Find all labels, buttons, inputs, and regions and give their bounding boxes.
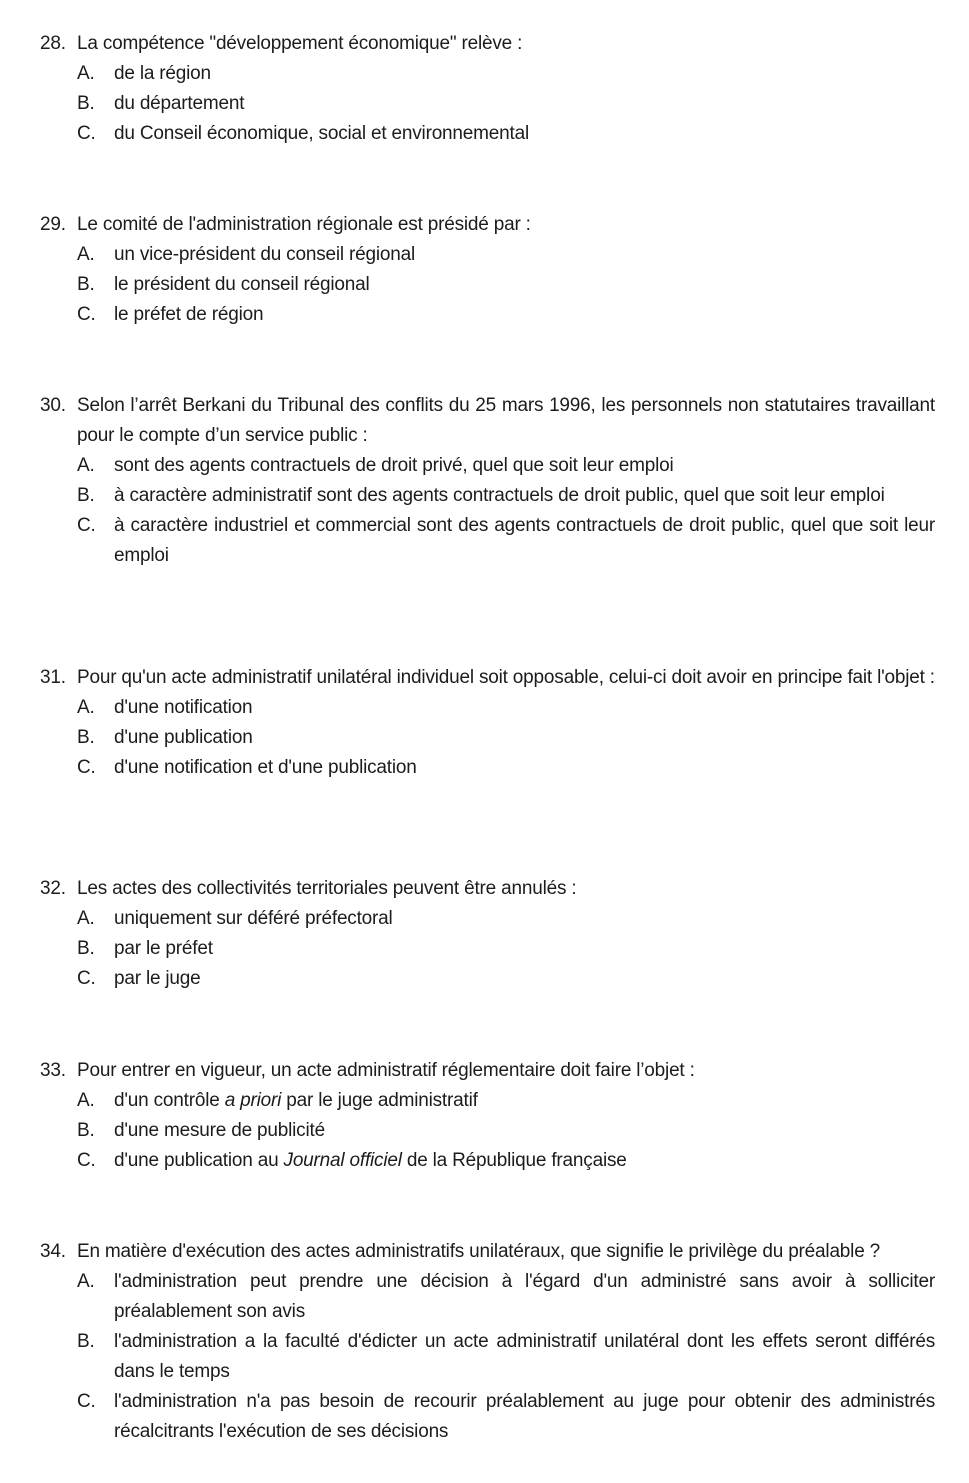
answer-option-a: A. l'administration peut prendre une décision à l'égard d'un administré sans avoir à solliciter préalablement son avis <box>77 1271 935 1322</box>
answer-option-a: A. d'un contrôle a priori par le juge administratif <box>77 1090 478 1111</box>
question-number: 31. <box>40 667 66 688</box>
question-number: 29. <box>40 214 66 235</box>
answer-option-a: A. sont des agents contractuels de droit privé, quel que soit leur emploi <box>77 455 674 476</box>
answer-option-c: C. d'une publication au Journal officiel de la République française <box>77 1150 627 1171</box>
answer-option-a: A. un vice-président du conseil régional <box>77 244 416 265</box>
question-stem: 34. En matière d'exécution des actes administratifs unilatéraux, que signifie le privilège du préalable ? <box>40 1237 935 1267</box>
question-30 <box>40 391 935 571</box>
question-stem: 31. Pour qu'un acte administratif unilatéral individuel soit opposable, celui-ci doit avoir en principe fait l'objet : <box>40 663 935 693</box>
answer-option-b: B. d'une publication <box>77 727 253 748</box>
question-stem: 32. Les actes des collectivités territoriales peuvent être annulés : <box>40 874 935 904</box>
question-31 <box>40 663 935 783</box>
answer-option-b: B. par le préfet <box>77 938 213 959</box>
answer-option-b: B. l'administration a la faculté d'édicter un acte administratif unilatéral dont les effets seront différés dans le temps <box>77 1331 935 1382</box>
answer-option-c: C. le préfet de région <box>77 304 264 325</box>
question-stem: 28. La compétence "développement économique" relève : <box>40 29 935 59</box>
question-number: 33. <box>40 1060 66 1081</box>
answer-option-a: A. de la région <box>77 63 211 84</box>
question-number: 28. <box>40 33 66 54</box>
answer-option-c: C. d'une notification et d'une publication <box>77 757 417 778</box>
question-32 <box>40 874 935 994</box>
answer-option-b: B. à caractère administratif sont des agents contractuels de droit public, quel que soit leur emploi <box>77 485 885 506</box>
question-33 <box>40 1056 935 1176</box>
answer-option-c: C. l'administration n'a pas besoin de recourir préalablement au juge pour obtenir des administrés récalcitrants l'exécution de ses décisions <box>77 1391 935 1442</box>
question-number: 34. <box>40 1241 66 1262</box>
answer-option-c: C. à caractère industriel et commercial sont des agents contractuels de droit public, quel que soit leur emploi <box>77 515 935 566</box>
italic-term: a priori <box>224 1090 282 1111</box>
answer-option-a: A. uniquement sur déféré préfectoral <box>77 908 393 929</box>
answer-option-b: B. d'une mesure de publicité <box>77 1120 325 1141</box>
answer-option-b: B. du département <box>77 93 245 114</box>
question-stem: 33. Pour entrer en vigueur, un acte administratif réglementaire doit faire l’objet : <box>40 1056 935 1086</box>
question-number: 30. <box>40 395 66 416</box>
answer-option-c: C. par le juge <box>77 968 201 989</box>
question-29 <box>40 210 935 330</box>
question-stem: 29. Le comité de l'administration régionale est présidé par : <box>40 210 935 240</box>
question-28 <box>40 29 935 149</box>
answer-option-b: B. le président du conseil régional <box>77 274 370 295</box>
question-stem: 30. Selon l’arrêt Berkani du Tribunal des conflits du 25 mars 1996, les personnels non statutaires travaillant pour le compte d’un service public : <box>40 391 935 451</box>
italic-term: Journal officiel <box>283 1150 402 1171</box>
answer-option-c: C. du Conseil économique, social et environnemental <box>77 123 529 144</box>
question-34 <box>40 1237 935 1447</box>
answer-option-a: A. d'une notification <box>77 697 253 718</box>
question-number: 32. <box>40 878 66 899</box>
